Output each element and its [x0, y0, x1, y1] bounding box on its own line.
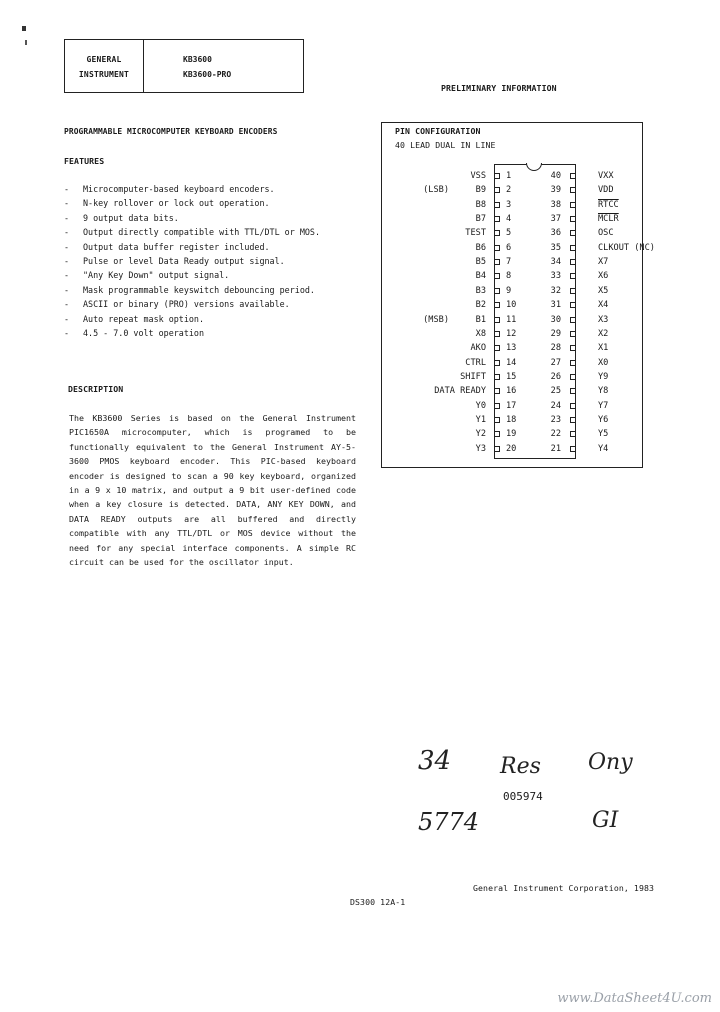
- pin-number: 32: [550, 285, 561, 296]
- pin-pad: [570, 446, 576, 452]
- pin-label: B5: [475, 257, 486, 268]
- header-divider: [143, 40, 144, 92]
- pin-row-right: [0, 170, 720, 182]
- pin-number: 37: [550, 214, 561, 225]
- pin-label: B4: [475, 271, 486, 282]
- pin-label: B2: [475, 300, 486, 311]
- pin-number: 34: [550, 257, 561, 268]
- pin-pad: [570, 417, 576, 423]
- pin-label: X5: [598, 285, 609, 296]
- pin-number: 31: [550, 300, 561, 311]
- package-label: 40 LEAD DUAL IN LINE: [395, 140, 496, 150]
- pin-label: AKO: [470, 343, 486, 354]
- pin-pad: [570, 202, 576, 208]
- bullet-dash: -: [64, 270, 70, 281]
- pin-label: DATA READY: [434, 386, 486, 397]
- pin-number: 27: [550, 357, 561, 368]
- bullet-dash: -: [64, 227, 70, 238]
- pin-label: VSS: [470, 171, 486, 181]
- pin-label: Y7: [598, 400, 609, 411]
- pin-number: 5: [506, 228, 512, 239]
- document-number: DS300 12A-1: [350, 897, 406, 907]
- pin-pad: [570, 273, 576, 279]
- pin-number: 15: [506, 371, 517, 382]
- pin-row-right: [0, 400, 720, 412]
- pin-number: 30: [550, 314, 561, 325]
- pin-number: 19: [506, 429, 517, 440]
- pin-number: 21: [550, 443, 561, 454]
- pin-label: X6: [598, 271, 609, 282]
- pin-label: SHIFT: [460, 371, 486, 382]
- pin-label: Y2: [475, 429, 486, 440]
- feature-text: 9 output data bits.: [83, 212, 179, 223]
- feature-text: Auto repeat mask option.: [83, 313, 205, 324]
- pin-number: 26: [550, 371, 561, 382]
- pin-pad: [570, 360, 576, 366]
- pin-row-right: [0, 242, 720, 254]
- handwritten-note-ony: Ony: [588, 750, 633, 775]
- company-name-line1: GENERAL: [86, 55, 122, 64]
- pin-label: Y4: [598, 443, 609, 454]
- handwritten-note-gi: GI: [592, 808, 619, 833]
- pin-number: 35: [550, 242, 561, 253]
- pin-label: X0: [598, 357, 609, 368]
- pin-pad: [570, 331, 576, 337]
- pin-number: 23: [550, 414, 561, 425]
- handwritten-note-res: Res: [500, 754, 541, 779]
- pin-row-right: [0, 342, 720, 354]
- pin-label: X8: [475, 328, 486, 339]
- bullet-dash: -: [64, 212, 70, 223]
- pin-row-right: [0, 371, 720, 383]
- pin-label: Y5: [598, 429, 609, 440]
- pin-row-right: [0, 428, 720, 440]
- header-box: [64, 39, 304, 93]
- description-heading: DESCRIPTION: [68, 384, 124, 394]
- pin-label: Y1: [475, 414, 486, 425]
- pin-number: 1: [506, 171, 512, 181]
- pin-number: 10: [506, 300, 517, 311]
- scan-speck: [25, 40, 27, 45]
- pin-number: 17: [506, 400, 517, 411]
- pin-row-right: [0, 299, 720, 311]
- bullet-dash: -: [64, 313, 70, 324]
- pin-number: 24: [550, 400, 561, 411]
- pin-number: 20: [506, 443, 517, 454]
- pin-row-right: [0, 414, 720, 426]
- pin-number: 36: [550, 228, 561, 239]
- pin-row-right: [0, 385, 720, 397]
- company-name-line2: INSTRUMENT: [78, 70, 130, 79]
- pin-row-right: [0, 443, 720, 455]
- description-body: The KB3600 Series is based on the General Instrument PIC1650A microcomputer, which is programed to be functionally equivalent to the General Instrument AY-5-3600 PMOS keyboard encoder. This PIC-based keyboard encoder is designed to scan a 90 key keyboard, organized in a 9 x 10 matrix, and output a 9 bit user-defined code when a key closure is detected. DATA, ANY KEY DOWN, and DATA READY outputs are all buffered and directly compatible with any TTL/DTL or MOS device without the need for any special interface components. A simple RC circuit can be used for the oscillator input.: [69, 413, 356, 568]
- bullet-dash: -: [64, 241, 70, 252]
- pin-number: 16: [506, 386, 517, 397]
- pin-label: Y3: [475, 443, 486, 454]
- pin-row-right: [0, 314, 720, 326]
- pin-number: 3: [506, 199, 512, 210]
- pin-row-right: [0, 357, 720, 369]
- bullet-dash: -: [64, 184, 70, 194]
- pin-number: 8: [506, 271, 512, 282]
- pin-row-right: [0, 199, 720, 211]
- pin-pad: [570, 345, 576, 351]
- bullet-dash: -: [64, 284, 70, 295]
- feature-text: N-key rollover or lock out operation.: [83, 198, 270, 209]
- corporation-footer: General Instrument Corporation, 1983: [473, 883, 655, 893]
- pin-label: B3: [475, 285, 486, 296]
- pin-pad: [570, 302, 576, 308]
- pin-number: 40: [550, 171, 561, 181]
- pin-label: VDD: [598, 185, 614, 196]
- bullet-dash: -: [64, 299, 70, 310]
- pin-label: X2: [598, 328, 609, 339]
- pin-pad: [570, 431, 576, 437]
- pin-label: B6: [475, 242, 486, 253]
- handwritten-note-5774: 5774: [418, 808, 480, 836]
- pin-row-right: [0, 256, 720, 268]
- pin-number: 18: [506, 414, 517, 425]
- pin-label: X1: [598, 343, 609, 354]
- pin-pad: [570, 374, 576, 380]
- pin-row-right: [0, 184, 720, 196]
- scan-speck: [22, 26, 26, 31]
- pin-row-right: [0, 227, 720, 239]
- pin-row-right: [0, 270, 720, 282]
- part-number-2: KB3600-PRO: [183, 70, 232, 79]
- serial-number: 005974: [503, 790, 543, 803]
- pin-label: Y6: [598, 414, 609, 425]
- features-heading: FEATURES: [64, 156, 105, 166]
- pin-row-right: [0, 285, 720, 297]
- pin-label: X7: [598, 257, 609, 268]
- bullet-dash: -: [64, 255, 70, 266]
- pin-number: 25: [550, 386, 561, 397]
- pin-label: TEST: [465, 228, 486, 239]
- feature-text: Pulse or level Data Ready output signal.: [83, 255, 285, 266]
- feature-text: Mask programmable keyswitch debouncing period.: [83, 284, 315, 295]
- pin-pad: [570, 245, 576, 251]
- preliminary-label: PRELIMINARY INFORMATION: [441, 83, 557, 93]
- pin-pad: [570, 317, 576, 323]
- feature-text: ASCII or binary (PRO) versions available.: [83, 299, 290, 310]
- pin-pad: [570, 259, 576, 265]
- bullet-dash: -: [64, 198, 70, 209]
- pin-pad: [570, 187, 576, 193]
- pin-label: CTRL: [465, 357, 486, 368]
- pin-row-right: [0, 328, 720, 340]
- pin-number: 7: [506, 257, 512, 268]
- pin-pad: [570, 173, 576, 179]
- pin-number: 38: [550, 199, 561, 210]
- page-title: PROGRAMMABLE MICROCOMPUTER KEYBOARD ENCODERS: [64, 127, 278, 136]
- pin-pad: [570, 388, 576, 394]
- pin-number: 33: [550, 271, 561, 282]
- pin-label: B8: [475, 199, 486, 210]
- part-number-1: KB3600: [183, 55, 212, 64]
- pin-label: B7: [475, 214, 486, 225]
- pin-number: 6: [506, 242, 512, 253]
- pin-pad: [570, 288, 576, 294]
- pin-row-right: [0, 213, 720, 225]
- bit-order-note: (MSB): [423, 314, 449, 325]
- pin-label: B1: [475, 314, 486, 325]
- bullet-dash: -: [64, 327, 70, 338]
- pin-pad: [570, 216, 576, 222]
- pin-label: Y8: [598, 386, 609, 397]
- pin-number: 11: [506, 314, 517, 325]
- pin-number: 2: [506, 185, 512, 196]
- pin-label: OSC: [598, 228, 614, 239]
- bit-order-note: (LSB): [423, 185, 449, 196]
- pin-label: X3: [598, 314, 609, 325]
- pin-label: Y0: [475, 400, 486, 411]
- pin-config-heading: PIN CONFIGURATION: [395, 126, 481, 136]
- feature-text: Microcomputer-based keyboard encoders.: [83, 184, 275, 194]
- pin-number: 29: [550, 328, 561, 339]
- pin-label: RTCC: [598, 199, 619, 210]
- pin-label: Y9: [598, 371, 609, 382]
- feature-text: Output data buffer register included.: [83, 241, 270, 252]
- pin-label: X4: [598, 300, 609, 311]
- feature-text: Output directly compatible with TTL/DTL or MOS.: [83, 227, 320, 238]
- pin-label: B9: [475, 185, 486, 196]
- pin-number: 28: [550, 343, 561, 354]
- pin-pad: [570, 403, 576, 409]
- pin-label: CLKOUT (NC): [598, 242, 655, 253]
- pin-number: 39: [550, 185, 561, 196]
- pin-number: 14: [506, 357, 517, 368]
- handwritten-note-34: 34: [418, 746, 452, 776]
- pin-number: 12: [506, 328, 517, 339]
- pin-number: 22: [550, 429, 561, 440]
- feature-text: "Any Key Down" output signal.: [83, 270, 230, 281]
- pin-number: 4: [506, 214, 512, 225]
- feature-text: 4.5 - 7.0 volt operation: [83, 327, 205, 338]
- pin-pad: [570, 230, 576, 236]
- pin-label: MCLR: [598, 214, 619, 225]
- watermark-text: www.DataSheet4U.com: [557, 991, 712, 1006]
- pin-number: 9: [506, 285, 512, 296]
- pin-label: VXX: [598, 171, 614, 181]
- pin-number: 13: [506, 343, 517, 354]
